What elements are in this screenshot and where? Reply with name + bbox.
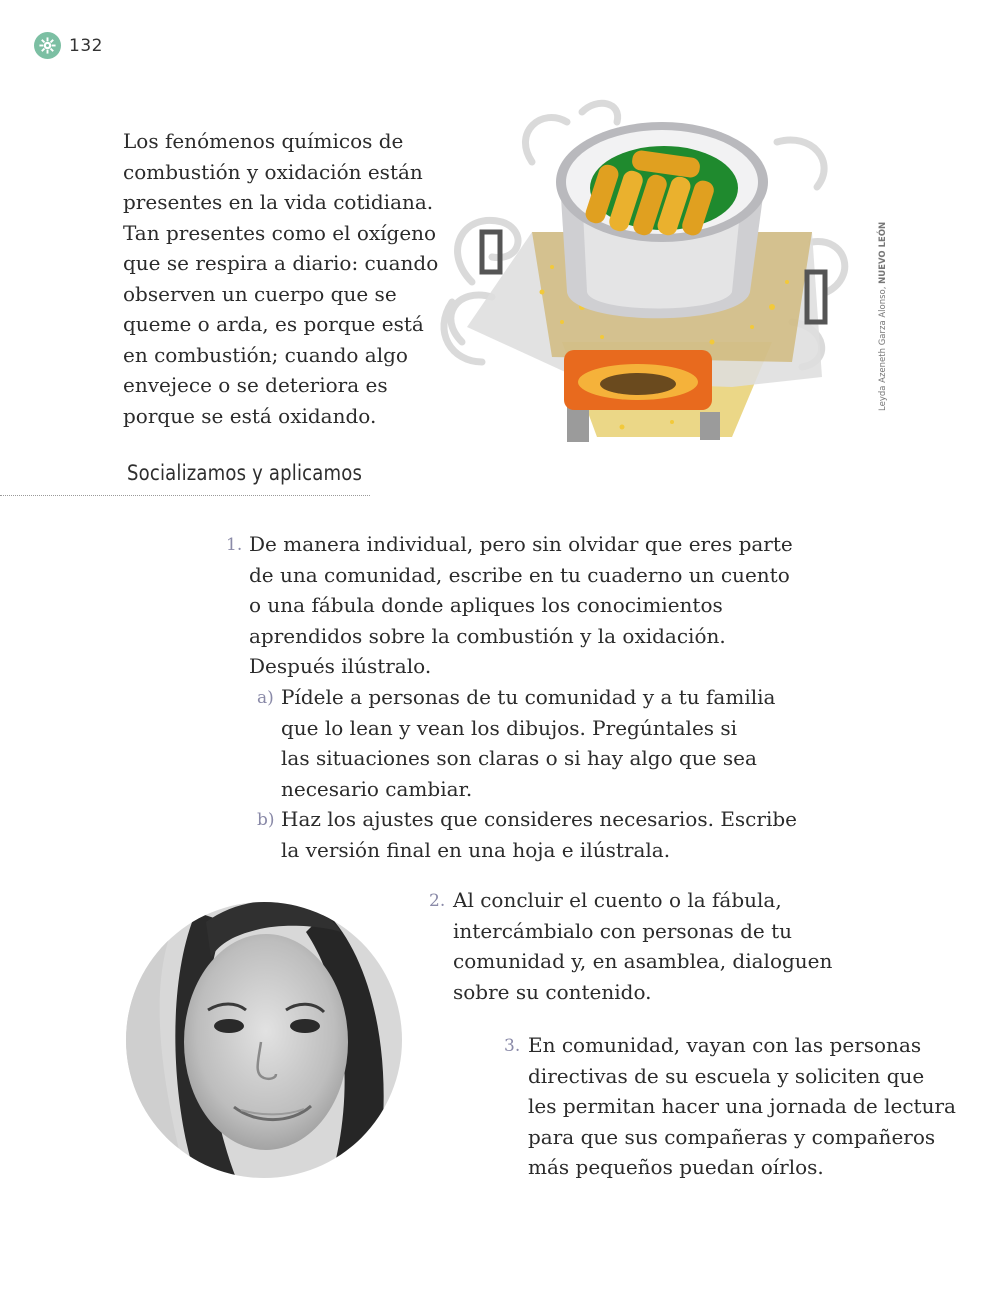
item-line: aprendidos sobre la combustión y la oxidación. xyxy=(249,623,726,648)
intro-line: Tan presentes como el oxígeno xyxy=(123,220,437,245)
sub-item-letter: b) xyxy=(257,810,275,830)
page-number xyxy=(34,32,103,59)
intro-line: observen un cuerpo que se xyxy=(123,281,397,306)
intro-line: en combustión; cuando algo xyxy=(123,342,408,367)
item-line: les permitan hacer una jornada de lectura xyxy=(528,1094,956,1118)
intro-line: porque se está oxidando. xyxy=(123,403,377,428)
sub-item-line: la versión final en una hoja e ilústrala. xyxy=(281,837,671,862)
item-line: intercámbialo con personas de tu xyxy=(453,918,793,943)
child-portrait-photo xyxy=(126,902,402,1178)
sub-item-b xyxy=(257,804,797,865)
item-number: 2. xyxy=(429,891,446,911)
item-line: De manera individual, pero sin olvidar que eres parte xyxy=(249,532,793,556)
sub-item-line: las situaciones son claras o si hay algo que sea xyxy=(281,746,757,770)
item-line: En comunidad, vayan con las personas xyxy=(528,1033,922,1057)
intro-line: que se respira a diario: cuando xyxy=(123,251,439,275)
intro-line: queme o arda, es porque está xyxy=(123,312,424,336)
item-line: para que sus compañeras y compañeros xyxy=(528,1124,936,1149)
intro-line: Los fenómenos químicos de xyxy=(123,129,404,153)
list-item-1 xyxy=(226,529,793,682)
item-line: comunidad y, en asamblea, dialoguen xyxy=(453,949,833,973)
item-line: de una comunidad, escribe en tu cuaderno un cuento xyxy=(249,562,790,587)
item-number: 3. xyxy=(504,1036,521,1056)
list-item-2 xyxy=(429,885,833,1007)
item-number: 1. xyxy=(226,535,243,555)
credit-name: Leyda Azeneth Garza Alonso, xyxy=(878,286,888,411)
intro-line: combustión y oxidación están xyxy=(123,159,423,184)
sub-item-line: Pídele a personas de tu comunidad y a tu familia xyxy=(281,685,776,709)
list-item-3 xyxy=(504,1030,956,1183)
intro-line: presentes en la vida cotidiana. xyxy=(123,190,434,214)
page-number-text: 132 xyxy=(69,35,103,56)
item-line: Después ilústralo. xyxy=(249,654,432,678)
sub-item-a xyxy=(257,682,776,804)
item-line: Al concluir el cuento o la fábula, xyxy=(453,888,782,912)
illustration-credit xyxy=(878,222,888,411)
section-title: Socializamos y aplicamos xyxy=(127,461,363,485)
sub-item-line: Haz los ajustes que consideres necesarios. Escribe xyxy=(281,807,797,831)
fire-opening xyxy=(564,350,712,410)
item-line: directivas de su escuela y soliciten que xyxy=(528,1063,925,1088)
gear-icon xyxy=(34,32,61,59)
sub-item-line: que lo lean y vean los dibujos. Pregúntales si xyxy=(281,715,738,740)
sub-item-letter: a) xyxy=(257,688,274,708)
item-line: más pequeños puedan oírlos. xyxy=(528,1155,824,1179)
cooking-pot-illustration xyxy=(432,92,862,452)
item-line: o una fábula donde apliques los conocimientos xyxy=(249,593,723,617)
credit-place: NUEVO LEÓN xyxy=(878,221,888,284)
intro-line: envejece o se deteriora es xyxy=(123,373,388,397)
section-divider xyxy=(0,495,370,496)
item-line: sobre su contenido. xyxy=(453,979,652,1004)
intro-paragraph xyxy=(123,126,439,431)
sub-item-line: necesario cambiar. xyxy=(281,776,473,801)
